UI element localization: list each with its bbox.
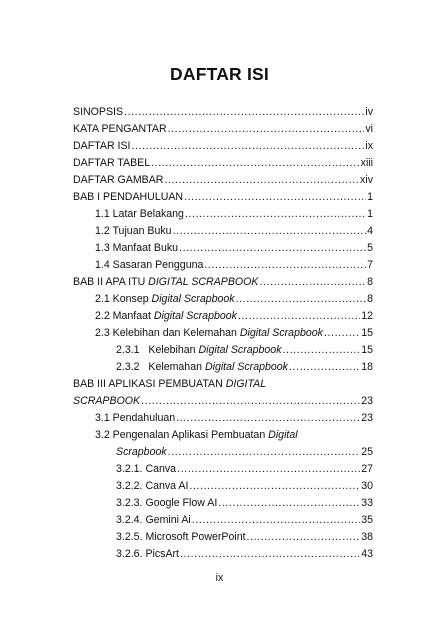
toc-entry-section — [95, 208, 373, 221]
dot-leader — [179, 242, 366, 255]
dot-leader — [218, 497, 360, 510]
toc-entry-subsection — [116, 497, 373, 510]
dot-leader — [131, 140, 364, 153]
toc-entry-page: 43 — [361, 548, 373, 560]
toc-entry-page: 33 — [361, 497, 373, 509]
toc-entry-section — [95, 327, 373, 340]
toc-entry — [73, 140, 373, 153]
toc-entry-label: 3.2.4. Gemini Ai — [116, 514, 191, 526]
toc-entry-label: BAB I PENDAHULUAN — [73, 191, 184, 203]
toc-entry-page: 38 — [361, 531, 373, 543]
dot-leader — [247, 531, 361, 544]
dot-leader — [236, 293, 367, 306]
toc-entry-label: 3.2.2. Canva AI — [116, 480, 189, 492]
toc-entry-section — [95, 242, 373, 255]
toc-entry-page: 35 — [361, 514, 373, 526]
toc-entry-subsection — [116, 531, 373, 544]
toc-entry-label: BAB II APA ITU DIGITAL SCRAPBOOK — [73, 276, 259, 288]
dot-leader — [238, 310, 360, 323]
toc-entry-page: 1 — [367, 208, 373, 220]
toc-entry-label: 3.1 Pendahuluan — [95, 412, 176, 424]
dot-leader — [168, 123, 365, 136]
toc-entry-page: 4 — [367, 225, 373, 237]
toc-entry-section — [95, 310, 373, 323]
toc-entry-page: 15 — [361, 344, 373, 356]
toc-entry-page: 23 — [361, 412, 373, 424]
toc-entry-label: 3.2.6. PicsArt — [116, 548, 179, 560]
dot-leader — [259, 276, 366, 289]
dot-leader — [189, 480, 360, 493]
dot-leader — [168, 446, 361, 459]
toc-entry-label: DAFTAR GAMBAR — [73, 174, 164, 186]
toc-entry-page: 7 — [367, 259, 373, 271]
toc-entry-page: xiv — [360, 174, 373, 186]
dot-leader — [324, 327, 360, 340]
toc-entry-section — [95, 293, 373, 306]
toc-entry-label: SCRAPBOOK — [73, 395, 141, 407]
dot-leader — [289, 361, 360, 374]
page-title: DAFTAR ISI — [170, 64, 269, 84]
dot-leader — [151, 157, 360, 170]
dot-leader — [173, 225, 367, 238]
dot-leader — [177, 463, 360, 476]
toc-entry-page: xiii — [360, 157, 373, 169]
toc-entry-section — [95, 225, 373, 238]
toc-entry-label: SINOPSIS — [73, 106, 124, 118]
toc-entry-label: 2.1 Konsep Digital Scrapbook — [95, 293, 235, 305]
toc-entry-subsection — [116, 463, 373, 476]
toc-entry-section-first-line: 3.2 Pengenalan Aplikasi Pembuatan Digital — [95, 429, 298, 441]
toc-entry-label: 2.3.2 Kelemahan Digital Scrapbook — [116, 361, 288, 373]
toc-entry-page: 8 — [367, 276, 373, 288]
toc-entry-subsection — [116, 514, 373, 527]
dot-leader — [283, 344, 361, 357]
toc-entry — [73, 157, 373, 170]
dot-leader — [141, 395, 360, 408]
toc-entry-label: 1.2 Tujuan Buku — [95, 225, 172, 237]
toc-entry-label: 3.2.1. Canva — [116, 463, 177, 475]
toc-entry-page: vi — [365, 123, 373, 135]
page-number: ix — [215, 572, 224, 584]
toc-entry-page: ix — [365, 140, 373, 152]
toc-entry-page: 1 — [367, 191, 373, 203]
toc-entry-label: 2.3.1 Kelebihan Digital Scrapbook — [116, 344, 282, 356]
toc-entry-label: DAFTAR ISI — [73, 140, 131, 152]
toc-entry — [73, 123, 373, 136]
toc-entry-label: 1.1 Latar Belakang — [95, 208, 184, 220]
toc-entry-page: 30 — [361, 480, 373, 492]
dot-leader — [192, 514, 360, 527]
toc-entry-page: 27 — [361, 463, 373, 475]
toc-entry-section — [116, 446, 373, 459]
toc-entry-page: 18 — [361, 361, 373, 373]
toc-entry-label: 3.2.5. Microsoft PowerPoint — [116, 531, 246, 543]
toc-entry — [73, 106, 373, 119]
toc-entry-label: Scrapbook — [116, 446, 167, 458]
toc-entry-page: 5 — [367, 242, 373, 254]
toc-entry-label: 3.2.3. Google Flow AI — [116, 497, 218, 509]
toc-entry — [73, 174, 373, 187]
dot-leader — [185, 208, 366, 221]
dot-leader — [180, 548, 360, 561]
toc-entry-page: 12 — [361, 310, 373, 322]
toc-entry-chapter — [73, 191, 373, 204]
toc-entry-section — [95, 412, 373, 425]
toc-entry-label: 2.3 Kelebihan dan Kelemahan Digital Scrapbook — [95, 327, 323, 339]
dot-leader — [124, 106, 364, 119]
dot-leader — [204, 259, 366, 272]
toc-entry-section — [95, 259, 373, 272]
dot-leader — [184, 191, 366, 204]
toc-entry-label: DAFTAR TABEL — [73, 157, 151, 169]
toc-entry-page: 15 — [361, 327, 373, 339]
toc-entry-label: KATA PENGANTAR — [73, 123, 167, 135]
toc-entry-label: 1.3 Manfaat Buku — [95, 242, 179, 254]
dot-leader — [164, 174, 359, 187]
toc-entry-label: 1.4 Sasaran Pengguna — [95, 259, 204, 271]
toc-entry-page: 8 — [367, 293, 373, 305]
toc-entry-chapter — [73, 395, 373, 408]
toc-entry-label: 2.2 Manfaat Digital Scrapbook — [95, 310, 237, 322]
toc-entry-chapter — [73, 276, 373, 289]
dot-leader — [176, 412, 360, 425]
toc-entry-subsection — [116, 361, 373, 374]
toc-entry-page: iv — [365, 106, 373, 118]
toc-entry-subsection — [116, 480, 373, 493]
toc-entry-page: 25 — [361, 446, 373, 458]
toc-entry-subsection — [116, 344, 373, 357]
toc-entry-page: 23 — [361, 395, 373, 407]
toc-entry-subsection — [116, 548, 373, 561]
toc-entry-chapter-first-line: BAB III APLIKASI PEMBUATAN DIGITAL — [73, 378, 267, 390]
